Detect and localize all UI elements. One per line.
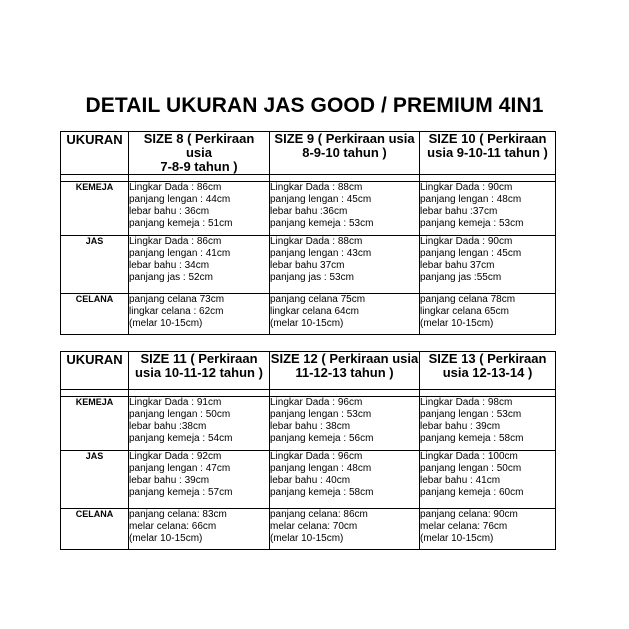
size-header: SIZE 10 ( Perkiraan usia 9-10-11 tahun ): [420, 132, 556, 175]
row-label: KEMEJA: [61, 397, 129, 451]
measurement-cell: panjang celana 75cm lingkar celana 64cm (melar 10-15cm): [270, 294, 420, 335]
size-header: SIZE 9 ( Perkiraan usia 8-9-10 tahun ): [270, 132, 420, 175]
size-table-2: [60, 351, 556, 550]
header-label: UKURAN: [61, 352, 129, 390]
table-row-jas: [61, 236, 556, 294]
size-header: SIZE 12 ( Perkiraan usia 11-12-13 tahun ): [270, 352, 420, 390]
measurement-cell: Lingkar Dada : 92cm panjang lengan : 47cm lebar bahu : 39cm panjang kemeja : 57cm: [129, 451, 270, 509]
measurement-cell: Lingkar Dada : 90cm panjang lengan : 45cm lebar bahu 37cm panjang jas :55cm: [420, 236, 556, 294]
measurement-cell: panjang celana 73cm lingkar celana : 62cm (melar 10-15cm): [129, 294, 270, 335]
page-title: DETAIL UKURAN JAS GOOD / PREMIUM 4IN1: [85, 94, 544, 117]
table-row-kemeja: [61, 182, 556, 236]
table-row-celana: [61, 294, 556, 335]
measurement-cell: Lingkar Dada : 88cm panjang lengan : 43cm lebar bahu 37cm panjang jas : 53cm: [270, 236, 420, 294]
measurement-cell: Lingkar Dada : 96cm panjang lengan : 53cm lebar bahu : 38cm panjang kemeja : 56cm: [270, 397, 420, 451]
spacer-cell: [420, 390, 556, 397]
table-header-row: [61, 352, 556, 390]
table-row-celana: [61, 509, 556, 550]
table-row-kemeja: [61, 397, 556, 451]
spacer-row: [61, 175, 556, 182]
measurement-cell: panjang celana 78cm lingkar celana 65cm (melar 10-15cm): [420, 294, 556, 335]
size-header: SIZE 13 ( Perkiraan usia 12-13-14 ): [420, 352, 556, 390]
spacer-cell: [270, 175, 420, 182]
table-row-jas: [61, 451, 556, 509]
measurement-cell: Lingkar Dada : 88cm panjang lengan : 45cm lebar bahu :36cm panjang kemeja : 53cm: [270, 182, 420, 236]
row-label: JAS: [61, 236, 129, 294]
spacer-cell: [270, 390, 420, 397]
measurement-cell: panjang celana: 83cm melar celana: 66cm (melar 10-15cm): [129, 509, 270, 550]
table-header-row: [61, 132, 556, 175]
measurement-cell: Lingkar Dada : 86cm panjang lengan : 41cm lebar bahu : 34cm panjang jas : 52cm: [129, 236, 270, 294]
row-label: KEMEJA: [61, 182, 129, 236]
spacer-cell: [129, 175, 270, 182]
measurement-cell: Lingkar Dada : 100cm panjang lengan : 50cm lebar bahu : 41cm panjang kemeja : 60cm: [420, 451, 556, 509]
size-header: SIZE 8 ( Perkiraan usia 7-8-9 tahun ): [129, 132, 270, 175]
spacer-cell: [420, 175, 556, 182]
spacer-cell: [61, 175, 129, 182]
row-label: CELANA: [61, 294, 129, 335]
spacer-row: [61, 390, 556, 397]
row-label: CELANA: [61, 509, 129, 550]
measurement-cell: Lingkar Dada : 90cm panjang lengan : 48cm lebar bahu :37cm panjang kemeja : 53cm: [420, 182, 556, 236]
size-header: SIZE 11 ( Perkiraan usia 10-11-12 tahun ): [129, 352, 270, 390]
measurement-cell: panjang celana: 86cm melar celana: 70cm (melar 10-15cm): [270, 509, 420, 550]
measurement-cell: Lingkar Dada : 86cm panjang lengan : 44cm lebar bahu : 36cm panjang kemeja : 51cm: [129, 182, 270, 236]
header-label: UKURAN: [61, 132, 129, 175]
measurement-cell: Lingkar Dada : 98cm panjang lengan : 53cm lebar bahu : 39cm panjang kemeja : 58cm: [420, 397, 556, 451]
size-table-1: [60, 131, 556, 335]
spacer-cell: [61, 390, 129, 397]
spacer-cell: [129, 390, 270, 397]
measurement-cell: Lingkar Dada : 96cm panjang lengan : 48cm lebar bahu : 40cm panjang kemeja : 58cm: [270, 451, 420, 509]
measurement-cell: Lingkar Dada : 91cm panjang lengan : 50cm lebar bahu :38cm panjang kemeja : 54cm: [129, 397, 270, 451]
row-label: JAS: [61, 451, 129, 509]
measurement-cell: panjang celana: 90cm melar celana: 76cm (melar 10-15cm): [420, 509, 556, 550]
